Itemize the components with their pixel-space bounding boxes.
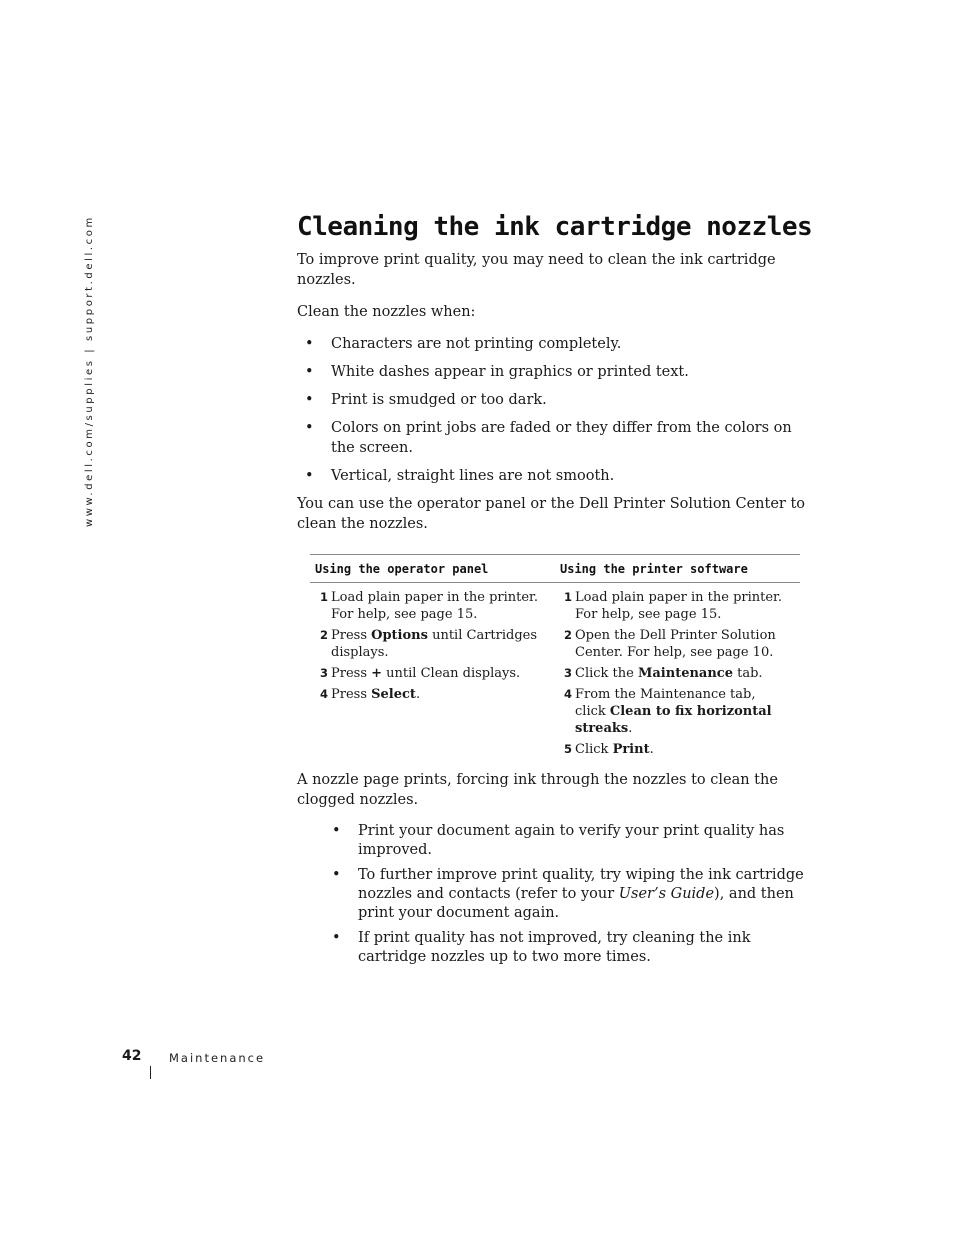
step-number: 4 (320, 687, 329, 701)
list-item: • Characters are not printing completely. (297, 334, 817, 354)
step-number: 1 (320, 590, 329, 604)
printer-software-steps (554, 589, 798, 758)
step-text: Press (331, 687, 372, 702)
step-text: Load plain paper in the printer. For help, see page 15. (331, 590, 538, 622)
step-number: 3 (320, 666, 329, 680)
list-item: • White dashes appear in graphics or printed text. (297, 362, 817, 382)
step-text: . (415, 687, 421, 702)
step-text: Click the (575, 666, 638, 681)
step-text: Load plain paper in the printer. For help, see page 15. (575, 590, 782, 622)
step-number: 5 (564, 742, 573, 756)
step-bold-text: Options (371, 628, 428, 643)
users-guide-reference: User’s Guide (618, 886, 715, 902)
step-text: From the Maintenance tab, click (575, 687, 756, 719)
list-item: • Print your document again to verify your print quality has improved. (297, 822, 816, 860)
step-item (320, 627, 541, 661)
list-item: • Vertical, straight lines are not smooth. (297, 466, 817, 486)
step-bold-text: + (371, 666, 383, 681)
side-url-text: www.dell.com/supplies | support.dell.com (84, 215, 95, 527)
operator-panel-column (310, 589, 554, 762)
table-header (310, 555, 800, 583)
list-item: • Print is smudged or too dark. (297, 390, 817, 410)
header-printer-software: Using the printer software (560, 561, 748, 576)
header-operator-panel: Using the operator panel (315, 561, 489, 576)
step-item (320, 589, 541, 623)
list-item (297, 866, 816, 923)
step-number: 1 (564, 590, 573, 604)
main-content (297, 212, 817, 973)
step-text: . (649, 742, 654, 757)
page-title: Cleaning the ink cartridge nozzles (297, 212, 813, 242)
step-bold-text: Print (612, 742, 650, 757)
step-item (320, 665, 541, 682)
step-item (564, 627, 785, 661)
step-item (564, 665, 785, 682)
step-bold-text: Clean to fix horizontal streaks (575, 704, 772, 736)
printer-software-column (554, 589, 798, 762)
step-item (564, 741, 785, 758)
step-number: 4 (564, 687, 573, 701)
operator-panel-steps (310, 589, 554, 703)
list-item: • Colors on print jobs are faded or they differ from the colors on the screen. (297, 418, 817, 458)
page-number: 42 (122, 1048, 142, 1064)
step-text: Press (331, 666, 372, 681)
list-item: • If print quality has not improved, try cleaning the ink cartridge nozzles up to two more times. (297, 929, 816, 967)
step-item (564, 589, 785, 623)
step-text: Click (575, 742, 613, 757)
step-number: 2 (320, 628, 329, 642)
table-body (310, 583, 800, 762)
step-number: 2 (564, 628, 573, 642)
nozzle-page-paragraph: A nozzle page prints, forcing ink through the nozzles to clean the clogged nozzles. (297, 772, 778, 808)
step-text: tab. (732, 666, 763, 681)
footer-divider (150, 1066, 151, 1079)
step-bold-text: Maintenance (637, 666, 733, 681)
step-item (320, 686, 541, 703)
step-number: 3 (564, 666, 573, 680)
instructions-table (310, 554, 800, 762)
step-text: . (628, 721, 633, 736)
step-bold-text: Select (371, 687, 416, 702)
step-text: until Clean displays. (382, 666, 521, 681)
tips-list (297, 822, 817, 967)
intro-paragraph: To improve print quality, you may need to clean the ink cartridge nozzles. (297, 252, 776, 288)
tip-text: ), and then print your document again. (358, 886, 794, 921)
step-text: until Cartridges displays. (331, 628, 538, 660)
step-item (564, 686, 785, 737)
clean-when-paragraph: Clean the nozzles when: (297, 304, 476, 320)
step-text: Open the Dell Printer Solution Center. For help, see page 10. (575, 628, 776, 660)
conditions-list (297, 334, 817, 486)
section-name: Maintenance (169, 1051, 266, 1065)
options-paragraph: You can use the operator panel or the Dell Printer Solution Center to clean the nozzles. (297, 496, 806, 532)
tip-text: To further improve print quality, try wiping the ink cartridge nozzles and contacts (refer to your (358, 867, 804, 902)
step-text: Press (331, 628, 372, 643)
